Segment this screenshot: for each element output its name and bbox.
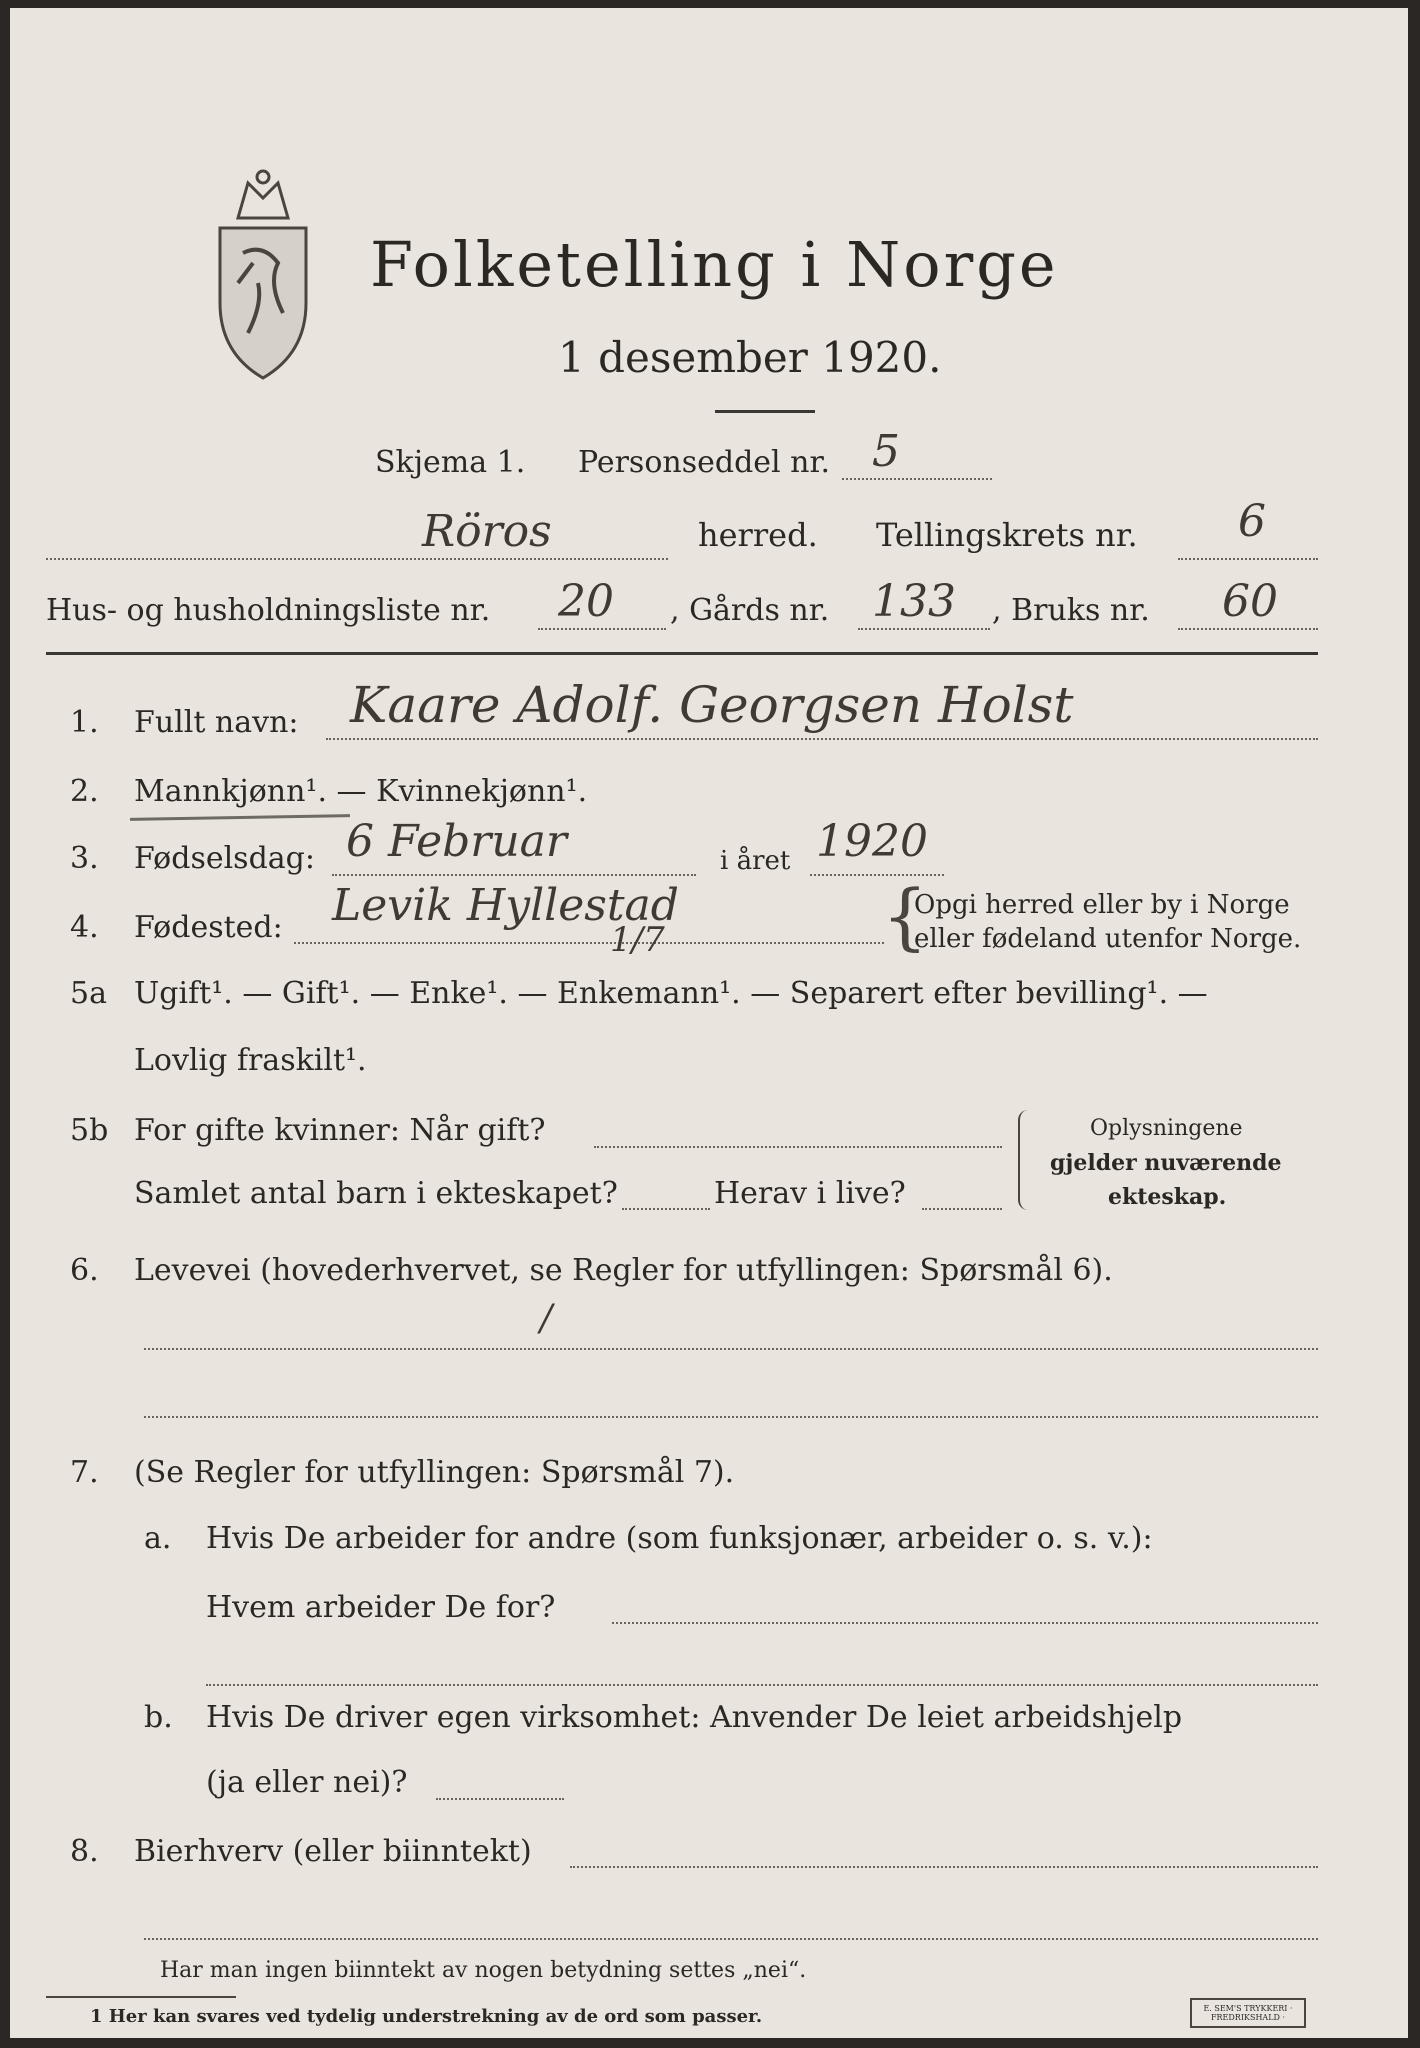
marital-status-options[interactable]: Ugift¹. — Gift¹. — Enke¹. — Enkemann¹. — Separert efter bevilling¹. — (134, 976, 1208, 1011)
q1-label: Fullt navn: (134, 705, 299, 740)
q7a-text: Hvis De arbeider for andre (som funksjonær, arbeider o. s. v.): (206, 1521, 1153, 1556)
q6-number: 6. (70, 1253, 99, 1288)
birthplace-value: Levik Hyllestad (332, 880, 679, 931)
tellingskrets-field[interactable] (1178, 558, 1318, 560)
personseddel-value: 5 (872, 426, 900, 477)
q7-label: (Se Regler for utfyllingen: Spørsmål 7). (134, 1455, 735, 1490)
full-name-value: Kaare Adolf. Georgsen Holst (350, 676, 1074, 734)
children-count-field[interactable] (622, 1208, 710, 1210)
married-note-line3: ekteskap. (1108, 1184, 1227, 1210)
coat-of-arms-icon (208, 163, 318, 383)
census-date: 1 desember 1920. (558, 333, 942, 382)
birthplace-field[interactable] (294, 942, 884, 944)
herred-label: herred. (698, 516, 818, 554)
herred-value: Röros (422, 506, 552, 557)
gender-underline (130, 814, 350, 821)
birthplace-note-brace: { (882, 874, 928, 958)
gender-options[interactable]: Mannkjønn¹. — Kvinnekjønn¹. (134, 774, 588, 809)
q4-label: Fødested: (134, 910, 283, 945)
birthplace-annotation: 1/7 (610, 920, 665, 960)
q3-label: Fødselsdag: (134, 841, 315, 876)
footnote-rule (46, 1996, 236, 1998)
married-date-field[interactable] (594, 1146, 1002, 1148)
printer-mark-text: E. SEM'S TRYKKERI · FREDRIKSHALD · (1203, 2004, 1293, 2022)
birthplace-note-line2: eller fødeland utenfor Norge. (914, 924, 1302, 954)
gards-field[interactable] (858, 628, 990, 630)
tellingskrets-label: Tellingskrets nr. (876, 516, 1138, 554)
q7b-letter: b. (144, 1700, 173, 1735)
title-divider (715, 410, 815, 413)
employer-field-1[interactable] (612, 1622, 1318, 1624)
form-title: Folketelling i Norge (370, 228, 1059, 301)
schema-label: Skjema 1. (375, 445, 526, 480)
children-label: Samlet antal barn i ekteskapet? (134, 1176, 618, 1211)
side-income-field-1[interactable] (570, 1866, 1318, 1868)
gards-value: 133 (872, 576, 956, 627)
year-label: i året (720, 846, 791, 876)
birth-year-value: 1920 (816, 816, 928, 867)
hired-help-field[interactable] (436, 1798, 564, 1800)
married-note-line1: Oplysningene (1090, 1116, 1243, 1141)
personseddel-label: Personseddel nr. (578, 445, 831, 480)
q5a-number: 5a (70, 976, 107, 1011)
hired-help-label: (ja eller nei)? (206, 1765, 408, 1800)
gards-label: , Gårds nr. (670, 593, 830, 628)
side-income-field-2[interactable] (144, 1938, 1318, 1940)
bruks-field[interactable] (1178, 628, 1318, 630)
q3-number: 3. (70, 841, 99, 876)
bruks-label: , Bruks nr. (992, 593, 1150, 628)
children-alive-field[interactable] (922, 1208, 1002, 1210)
q8-number: 8. (70, 1834, 99, 1869)
birthdate-value: 6 Februar (346, 816, 567, 867)
married-note-line2: gjelder nuværende (1050, 1150, 1282, 1176)
q6-label: Levevei (hovederhvervet, se Regler for utfyllingen: Spørsmål 6). (134, 1253, 1113, 1288)
q7b-text: Hvis De driver egen virksomhet: Anvender De leiet arbeidshjelp (206, 1700, 1183, 1735)
printer-mark (1190, 1998, 1306, 2028)
bruks-value: 60 (1222, 576, 1278, 627)
married-note-bracket (1018, 1110, 1032, 1210)
hus-label: Hus- og husholdningsliste nr. (46, 593, 491, 628)
q4-number: 4. (70, 910, 99, 945)
occupation-field-1[interactable] (144, 1348, 1318, 1350)
personseddel-field[interactable] (842, 478, 992, 480)
tellingskrets-value: 6 (1238, 496, 1266, 547)
header-rule (46, 652, 1318, 655)
q5b-number: 5b (70, 1113, 109, 1148)
q2-number: 2. (70, 774, 99, 809)
marital-status-divorced[interactable]: Lovlig fraskilt¹. (134, 1043, 367, 1078)
q1-number: 1. (70, 705, 99, 740)
children-alive-label: Herav i live? (714, 1176, 906, 1211)
hus-field[interactable] (538, 628, 666, 630)
footnote-text: 1 Her kan svares ved tydelig understrekning av de ord som passer. (90, 2006, 763, 2027)
occupation-field-2[interactable] (144, 1416, 1318, 1418)
q8-label: Bierhverv (eller biinntekt) (134, 1834, 532, 1869)
married-label: For gifte kvinner: Når gift? (134, 1113, 546, 1148)
census-form (10, 8, 1408, 2038)
birthplace-note-line1: Opgi herred eller by i Norge (914, 890, 1290, 920)
q7-number: 7. (70, 1455, 99, 1490)
employer-label: Hvem arbeider De for? (206, 1590, 556, 1625)
footer-note: Har man ingen biinntekt av nogen betydning settes „nei“. (160, 1958, 807, 1983)
occupation-value: / (540, 1298, 553, 1339)
hus-value: 20 (558, 576, 614, 627)
herred-field[interactable] (46, 558, 668, 560)
full-name-field[interactable] (326, 738, 1318, 740)
birthdate-field[interactable] (332, 874, 696, 876)
employer-field-2[interactable] (206, 1684, 1318, 1686)
q7a-letter: a. (144, 1521, 172, 1556)
